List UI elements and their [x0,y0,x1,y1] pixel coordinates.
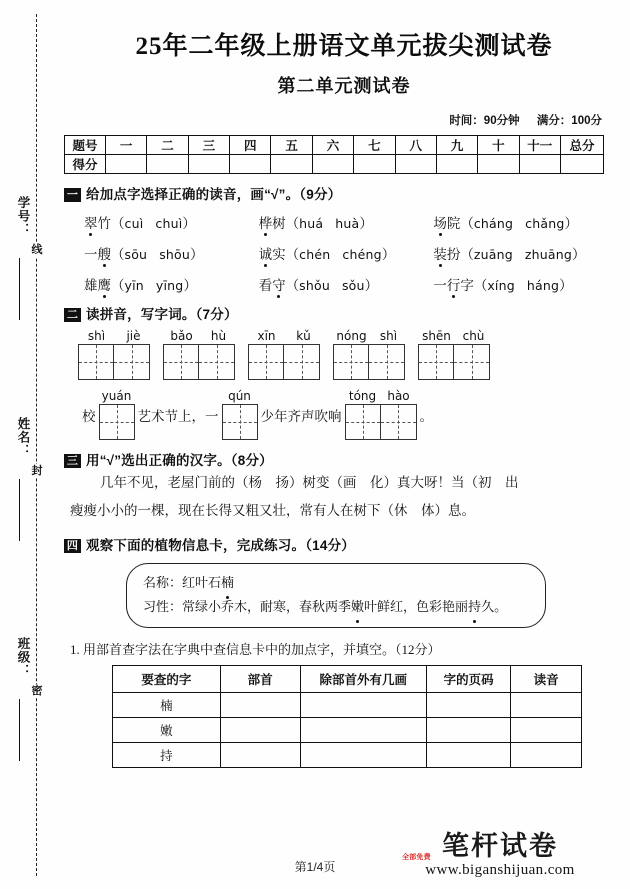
tianzige-cell[interactable] [99,404,135,440]
score-col-10: 十 [478,136,519,155]
score-cell-6[interactable] [312,155,353,174]
watermark-url: www.biganshijuan.com [425,862,575,878]
q1-option-b[interactable]: háng [526,278,560,293]
pinyin-word-group [345,389,417,440]
tianzige-cells [163,344,237,380]
q1-dotted-char: 场 [433,212,447,232]
tianzige-cells [99,404,135,440]
q1-item[interactable]: 雄鹰（yīn yīng） [84,274,259,294]
card-name-dotted-char: 楠 [221,571,234,595]
lookup-cell-radical[interactable] [220,693,300,718]
q1-option-a[interactable]: sōu [124,247,148,262]
q1-item[interactable]: 看守（shǒu sǒu） [259,274,434,294]
q1-word-pre: 一 [84,247,98,262]
card-name-line [143,571,529,595]
section-2-title: 读拼音，写字词。（7分） [86,307,238,322]
watermark [380,831,620,879]
page-number: 第1/4页 [294,860,336,874]
sentence-segment: 艺术节上，一 [137,408,219,424]
score-col-6: 六 [312,136,353,155]
q1-word-post: 院 [446,216,461,231]
pinyin-word-group [418,329,492,380]
q1-item[interactable]: 一行字（xíng háng） [433,274,608,294]
score-cell-total[interactable] [561,155,604,174]
lookup-header-pronunciation: 读音 [511,666,582,693]
pinyin-word-group [78,329,152,380]
score-cell-5[interactable] [271,155,312,174]
pinyin-syllable: qún [228,389,251,403]
q1-option-a[interactable]: shǒu [299,278,330,293]
plant-info-card [126,563,546,628]
watermark-free-badge: 全部免费 [402,854,431,861]
q1-option-b[interactable]: sǒu [341,278,365,293]
score-col-4: 四 [230,136,271,155]
pinyin-syllable: chù [462,329,485,343]
score-cell-1[interactable] [106,155,147,174]
q1-dotted-char: 行 [447,274,461,294]
section-2-sentence [64,389,608,440]
q1-dotted-char: 装 [433,243,447,263]
q1-option-b[interactable]: zhuāng [524,247,572,262]
tianzige-cell[interactable] [114,344,150,380]
tianzige-cell[interactable] [454,344,490,380]
score-table [64,135,604,174]
tianzige-cells [345,404,417,440]
q1-dotted-char: 鹰 [98,274,112,294]
pinyin-syllable: xīn [257,329,276,343]
card-habit-dotted-char-1: 嫩 [351,595,364,619]
section-3-title: 用“√”选出正确的汉字。（8分） [86,453,273,468]
score-cell-4[interactable] [230,155,271,174]
tianzige-cell[interactable] [333,344,369,380]
tianzige-cell[interactable] [418,344,454,380]
q1-option-a[interactable]: xíng [487,278,515,293]
q1-word-pre: 看 [258,278,273,293]
section-2 [58,303,630,440]
q1-option-b[interactable]: yīng [155,278,184,293]
score-cell-7[interactable] [354,155,395,174]
score-col-11: 十一 [519,136,560,155]
table-row [113,718,582,743]
tianzige-cells [222,404,258,440]
section-1-title: 给加点字选择正确的读音，画“√”。（9分） [86,187,342,202]
section-4 [58,534,630,768]
score-table-wrap [58,135,630,174]
score-cell-8[interactable] [395,155,436,174]
card-habit-label: 习性： [143,599,183,614]
pinyin-labels [418,329,492,343]
q1-item[interactable]: 一艘（sōu shōu） [84,243,259,263]
q1-option-a[interactable]: cháng [473,216,514,231]
tianzige-cell[interactable] [381,404,417,440]
watermark-brand: 笔杆试卷 [442,831,558,861]
exam-meta [58,112,630,128]
q1-dotted-char: 翠 [84,212,98,232]
pinyin-labels [248,329,322,343]
lookup-header-char: 要查的字 [113,666,221,693]
lookup-cell-pronunciation[interactable] [511,693,582,718]
pinyin-syllable: shì [87,329,106,343]
tianzige-cells [248,344,322,380]
section-2-heading [64,303,608,323]
pinyin-syllable: shì [379,329,398,343]
section-4-heading [64,534,608,554]
score-cell-9[interactable] [436,155,477,174]
pinyin-syllable: hào [387,389,410,403]
pinyin-word-group [163,329,237,380]
q1-item[interactable]: 桦树（huá huà） [259,212,434,232]
score-col-5: 五 [271,136,312,155]
sentence-segment: 。 [419,408,433,424]
pinyin-syllable: hù [210,329,227,343]
score-col-2: 二 [147,136,188,155]
page-title: 25年二年级上册语文单元拔尖测试卷 [135,33,553,60]
pinyin-labels [99,389,135,403]
score-cell-3[interactable] [188,155,229,174]
pinyin-syllable: kǔ [296,329,311,343]
pinyin-syllable: tóng [348,389,377,403]
score-label-question: 题号 [65,136,106,155]
lookup-cell-char: 楠 [113,693,221,718]
section-4-number: 四 [64,539,81,553]
card-habit-part-b: 叶鲜红，色彩艳丽 [364,599,469,614]
q1-item[interactable]: 翠竹（cuì chuì） [84,212,259,232]
q1-word-post: 竹 [97,216,111,231]
lookup-cell-page[interactable] [426,718,511,743]
q1-option-b[interactable]: chǎng [525,216,565,231]
tianzige-cell[interactable] [345,404,381,440]
pinyin-word-group [333,329,407,380]
pinyin-labels [222,389,258,403]
pinyin-labels [78,329,152,343]
field-student-id-label: 学号： [16,196,30,237]
tianzige-cell[interactable] [248,344,284,380]
q1-word-post: 字 [460,278,474,293]
card-habit-dotted-char-2: 持 [468,595,481,619]
score-cell-10[interactable] [478,155,519,174]
section-2-number: 二 [64,308,81,322]
section-1-items [64,212,608,294]
field-class-rule [19,699,20,761]
lookup-cell-strokes[interactable] [300,718,426,743]
score-col-total: 总分 [561,136,604,155]
section-2-word-grids [64,329,608,380]
lookup-cell-page[interactable] [426,693,511,718]
score-col-3: 三 [188,136,229,155]
pinyin-syllable: yuán [101,389,132,403]
tianzige-cell[interactable] [163,344,199,380]
lookup-cell-char: 持 [113,743,221,768]
q1-option-a[interactable]: cuì [124,216,144,231]
sentence-segment: 少年齐声吹响 [260,408,342,424]
q1-option-b[interactable]: huà [335,216,360,231]
q1-option-a[interactable]: yīn [124,278,144,293]
left-margin-seal-area [0,0,58,889]
exam-time: 时间：90分钟 [449,115,520,127]
q1-item[interactable]: 装扮（zuāng zhuāng） [433,243,608,263]
field-name-rule [19,479,20,541]
lookup-cell-strokes[interactable] [300,743,426,768]
pinyin-word-group [222,389,258,440]
q1-word-post: 实 [272,247,286,262]
seal-char-mi: 密 [28,684,46,698]
lookup-cell-char: 嫩 [113,718,221,743]
section-3-number: 三 [64,454,81,468]
card-name-value: 红叶石 [182,575,222,590]
lookup-cell-radical[interactable] [220,743,300,768]
score-table-value-row [65,155,604,174]
lookup-header-radical: 部首 [220,666,300,693]
section-4-title: 观察下面的植物信息卡，完成练习。（14分） [86,538,355,553]
tianzige-cell[interactable] [222,404,258,440]
score-col-1: 一 [106,136,147,155]
table-row [113,743,582,768]
q1-option-b[interactable]: shōu [159,247,190,262]
q1-option-a[interactable]: zuāng [473,247,513,262]
lookup-cell-radical[interactable] [220,718,300,743]
q1-dotted-char: 守 [272,274,286,294]
q1-dotted-char: 桦 [259,212,273,232]
sentence-segment: 校 [82,408,96,424]
q1-word-pre: 雄 [84,278,98,293]
q1-option-b[interactable]: chéng [342,247,382,262]
page-subtitle: 第二单元测试卷 [277,76,411,96]
q1-word-pre: 一 [433,278,447,293]
seal-char-feng: 封 [28,464,46,478]
q1-option-a[interactable]: huá [299,216,324,231]
section-3-line-2[interactable]: 瘦瘦小小的一棵，现在长得又粗又壮，常有人在树下（休 体）息。 [70,503,475,518]
lookup-header-row [113,666,582,693]
dictionary-lookup-table-wrap [64,665,608,768]
tianzige-cell[interactable] [199,344,235,380]
score-cell-2[interactable] [147,155,188,174]
q1-item[interactable]: 诚实（chén chéng） [259,243,434,263]
tianzige-cell[interactable] [369,344,405,380]
section-1 [58,183,630,294]
section-4-subquestion-1: 1. 用部首查字法在字典中查信息卡中的加点字，并填空。（12分） [70,642,441,657]
pinyin-syllable: bǎo [170,329,193,343]
score-col-8: 八 [395,136,436,155]
score-label-score: 得分 [65,155,106,174]
section-1-heading [64,183,608,203]
lookup-cell-pronunciation[interactable] [511,718,582,743]
lookup-header-page: 字的页码 [426,666,511,693]
lookup-cell-pronunciation[interactable] [511,743,582,768]
q1-word-post: 树 [272,216,286,231]
pinyin-labels [345,389,417,403]
section-3 [58,449,630,525]
paper-content [58,0,630,889]
field-student-id-rule [19,258,20,320]
dictionary-lookup-table [112,665,582,768]
table-row [113,693,582,718]
q1-option-a[interactable]: chén [299,247,331,262]
q1-word-post: 扮 [446,247,461,262]
score-cell-11[interactable] [519,155,560,174]
seal-dashed-line [36,14,37,876]
field-name-label: 姓名： [16,417,30,458]
score-col-7: 七 [354,136,395,155]
tianzige-cells [418,344,492,380]
section-3-line-1[interactable]: 几年不见，老屋门前的（杨 扬）树变（画 化）真大呀！当（初 出 [100,475,519,490]
card-habit-part-c: 久。 [481,599,508,614]
q1-option-b[interactable]: chuì [155,216,183,231]
pinyin-syllable: shēn [422,329,451,343]
tianzige-cells [78,344,152,380]
lookup-cell-page[interactable] [426,743,511,768]
card-habit-part-a: 常绿小乔木，耐寒，春秋两季 [182,599,352,614]
score-table-header-row [65,136,604,155]
pinyin-labels [163,329,237,343]
field-class-label: 班级： [16,637,30,678]
tianzige-cell[interactable] [284,344,320,380]
tianzige-cells [333,344,407,380]
q1-dotted-char: 诚 [259,243,273,263]
seal-char-xian: 线 [28,243,46,257]
exam-total: 满分：100分 [536,115,602,127]
card-habit-line [143,595,529,619]
pinyin-word-group [99,389,135,440]
q1-dotted-char: 艘 [98,243,112,263]
section-1-number: 一 [64,188,81,202]
lookup-header-strokes: 除部首外有几画 [300,666,426,693]
lookup-cell-strokes[interactable] [300,693,426,718]
pinyin-syllable: jiè [126,329,141,343]
q1-item[interactable]: 场院（cháng chǎng） [433,212,608,232]
tianzige-cell[interactable] [78,344,114,380]
card-name-label: 名称： [143,575,183,590]
pinyin-word-group [248,329,322,380]
pinyin-labels [333,329,407,343]
pinyin-syllable: nóng [336,329,367,343]
section-3-heading [64,449,608,469]
score-col-9: 九 [436,136,477,155]
